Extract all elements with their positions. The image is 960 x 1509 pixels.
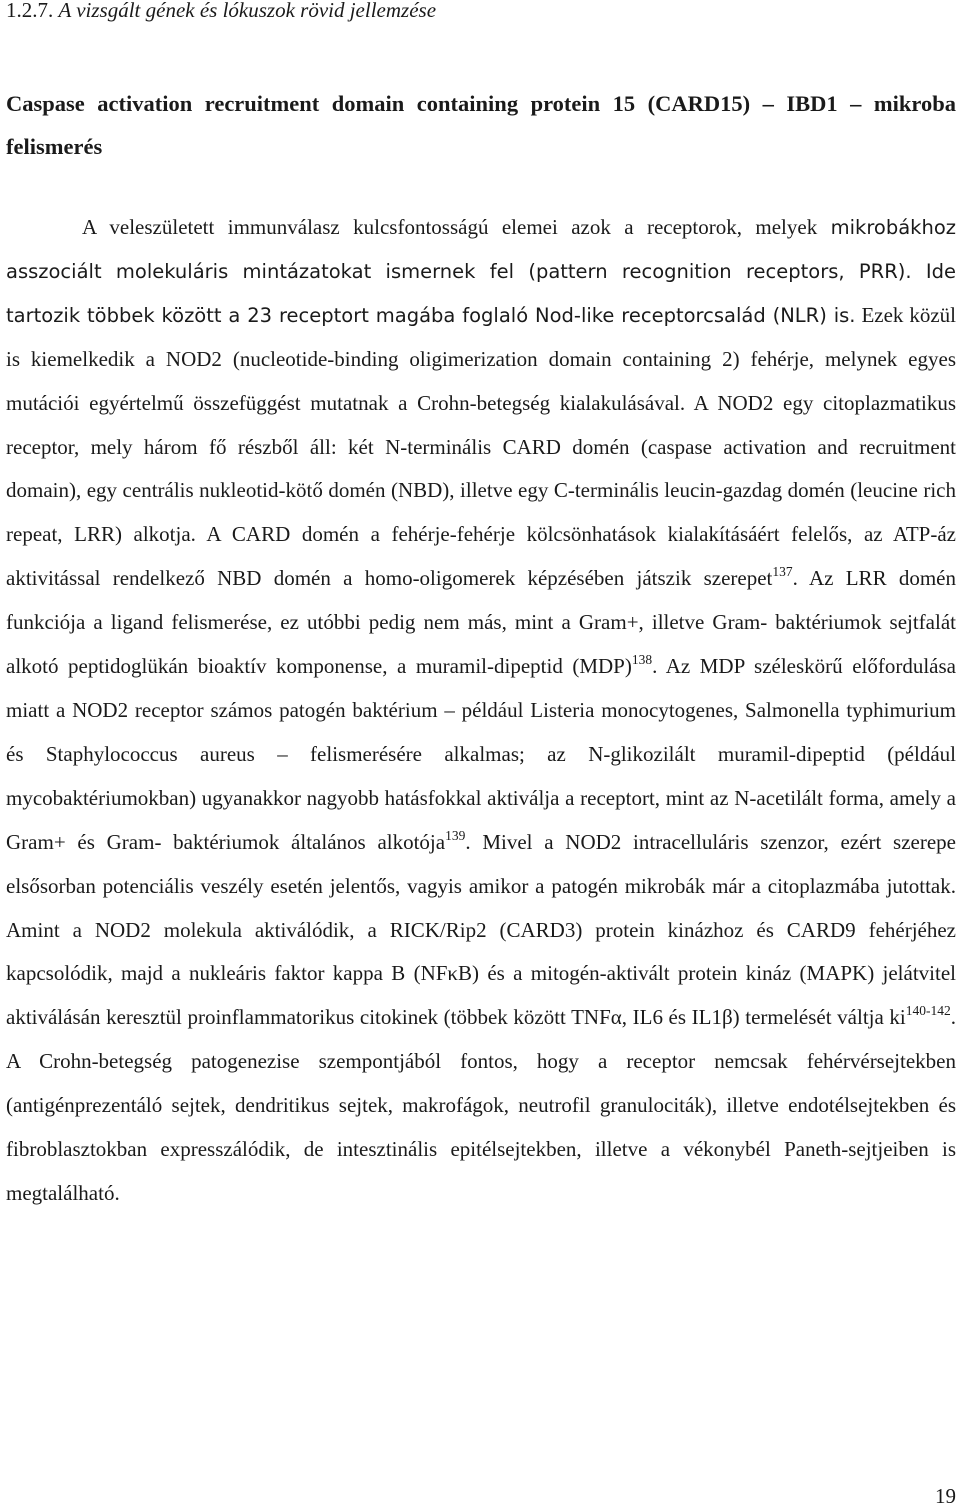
paragraph-text: . Mivel a NOD2 intracelluláris szenzor, ezért szerepe elsősorban potenciális veszély esetén jelentős, vagyis amikor a patogén mikrobák már a citoplazmába jutottak. Amint a NOD2 molekula aktiválódik, a RICK/Rip2 (CARD3) protein kinázhoz és CARD9 fehérjéhez kapcsolódik, majd a nukleáris faktor kappa B (NFκB) és a mitogén-aktivált protein kináz (MAPK) jelátvitel aktiválásán keresztül proinflammatorikus citokinek (többek között TNFα, IL6 és IL1β) termelését váltja ki: [6, 829, 956, 1030]
page-number: 19: [935, 1484, 956, 1508]
reference-superscript: 139: [445, 827, 466, 843]
paragraph-text: . A Crohn-betegség patogenezise szempontjából fontos, hogy a receptor nemcsak fehérvérsejtekben (antigénprezentáló sejtek, dendritikus sejtek, makrofágok, neutrofil granulociták), illetve endotélsejtekben és fibroblasztokban expresszálódik, de intesztinális epitélsejtekben, illetve a vékonybél Paneth-sejtjeiben is megtalálható.: [6, 1005, 956, 1205]
paragraph-text: mikrobákhoz asszociált molekuláris mintázatokat ismernek fel (pattern recognition receptors, PRR). Ide tartozik többek között a 23 receptort magába foglaló Nod-like receptorcsalád (NLR) is.: [6, 216, 956, 327]
paragraph-text: . Az MDP széleskörű előfordulása miatt a NOD2 receptor számos patogén baktérium – például Listeria monocytogenes, Salmonella typhimurium és Staphylococcus aureus – felismerésére alkalmas; az N-glikozilált muramil-dipeptid (például mycobaktériumokban) ugyanakkor nagyobb hatásfokkal aktiválja a receptort, mint az N-acetilált forma, amely a Gram+ és Gram- baktériumok általános alkotója: [6, 654, 956, 854]
body-paragraph: [6, 206, 956, 1216]
paragraph-text: . Az LRR domén funkciója a ligand felismerése, ez utóbbi pedig nem más, mint a Gram+, illetve Gram- baktériumok sejtfalát alkotó peptidoglükán bioaktív komponense, a muramil-dipeptid (MDP): [6, 566, 956, 679]
reference-superscript: 137: [772, 564, 793, 580]
reference-superscript: 140-142: [905, 1003, 951, 1019]
paragraph-text: A veleszületett immunválasz kulcsfontosságú elemei azok a receptorok, melyek: [82, 215, 831, 239]
reference-superscript: 138: [631, 652, 653, 668]
gene-title: Caspase activation recruitment domain containing protein 15 (CARD15) – IBD1 – mikroba felismerés: [6, 91, 956, 159]
section-heading: [6, 0, 436, 23]
section-number: 1.2.7.: [6, 0, 54, 22]
section-title: A vizsgált gének és lókuszok rövid jellemzése: [58, 0, 437, 22]
paragraph-text: Ezek közül is kiemelkedik a NOD2 (nucleotide-binding oligimerization domain containing 2) fehérje, melynek egyes mutációi egyértelmű összefüggést mutatnak a Crohn-betegség kialakulásával. A NOD2 egy citoplazmatikus receptor, mely három fő részből áll: két N-terminális CARD domén (caspase activation and recruitment domain), egy centrális nukleotid-kötő domén (NBD), illetve egy C-terminális leucin-gazdag domén (leucine rich repeat, LRR) alkotja. A CARD domén a fehérje-fehérje kölcsönhatások kialakításáért felelős, az ATP-áz aktivitással rendelkező NBD domén a homo-oligomerek képzésében játszik szerepet: [6, 302, 957, 591]
